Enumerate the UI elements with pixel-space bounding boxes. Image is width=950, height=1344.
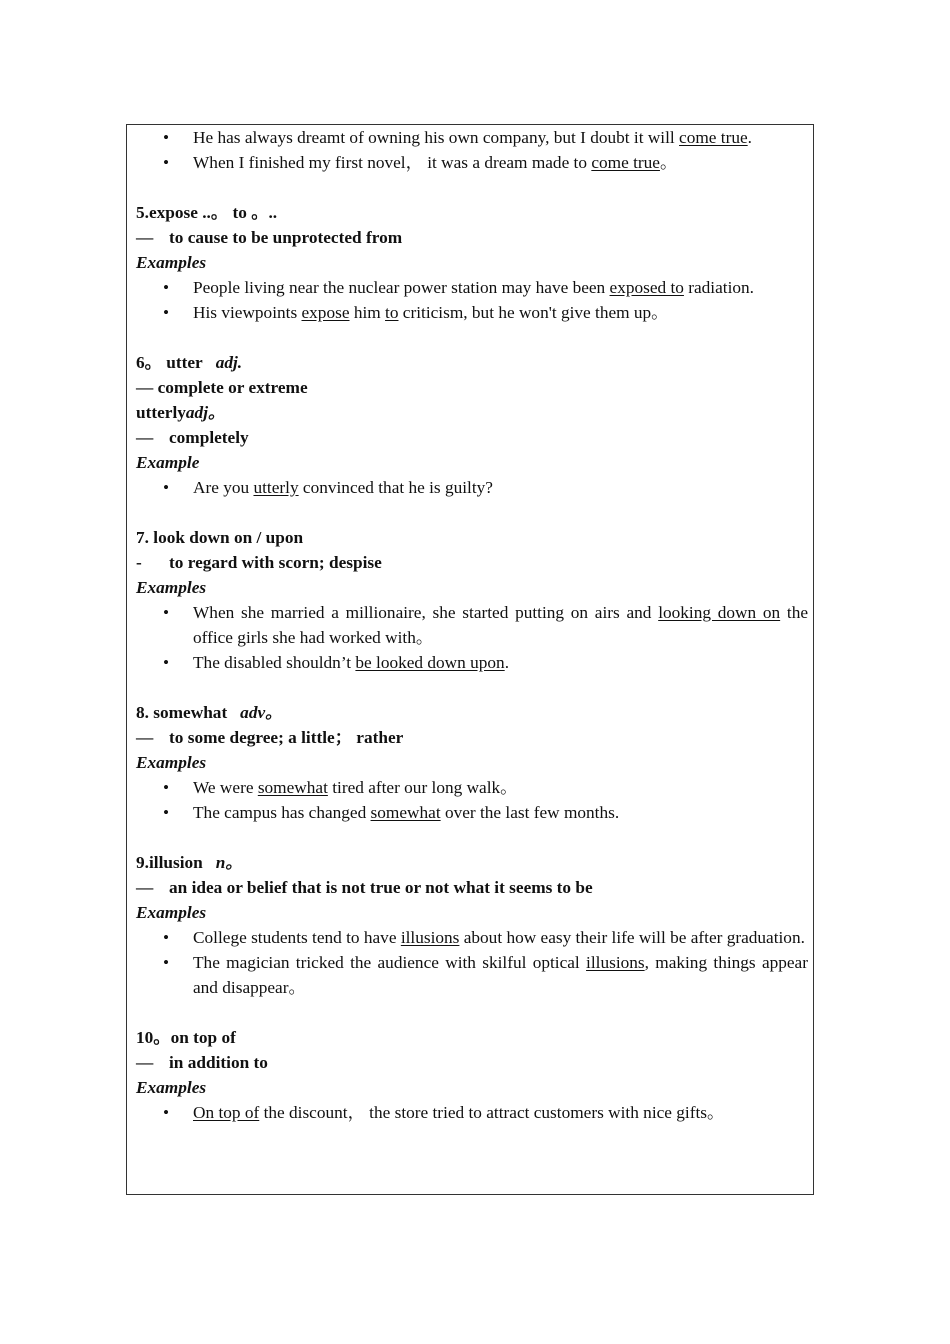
underlined-phrase: looking down on	[658, 603, 781, 622]
definition: — completely	[136, 428, 249, 447]
underlined-phrase: utterly	[253, 478, 299, 497]
entry-title-utter: 6。 utter adj.	[136, 353, 243, 372]
definition: - to regard with scorn; despise	[136, 553, 382, 572]
document-box	[126, 124, 814, 1195]
example-sentence: • The magician tricked the audience with skilful optical illusions, making things appear and disappear。	[136, 950, 808, 1000]
example-sentence: • The disabled shouldn’t be looked down upon.	[136, 650, 808, 675]
definition: — in addition to	[136, 1053, 268, 1072]
example-sentence: • Are you utterly convinced that he is guilty?	[136, 475, 808, 500]
definition: — to some degree; a little； rather	[136, 728, 404, 747]
entry-title-on-top-of: 10。on top of	[136, 1028, 236, 1047]
examples-label: Examples	[136, 753, 207, 772]
underlined-phrase: come true	[591, 153, 660, 172]
example-sentence: • When she married a millionaire, she started putting on airs and looking down on the office girls she had worked with。	[136, 600, 808, 650]
example-sentence: • The campus has changed somewhat over the last few months.	[136, 800, 808, 825]
vocabulary-content	[136, 125, 808, 1125]
entry-title-expose: 5.expose ..。 to 。..	[136, 203, 278, 222]
example-sentence: • We were somewhat tired after our long walk。	[136, 775, 808, 800]
example-sentence: • When I finished my first novel， it was a dream made to come true。	[136, 150, 808, 175]
definition: — to cause to be unprotected from	[136, 228, 403, 247]
examples-label: Examples	[136, 903, 207, 922]
underlined-phrase: be looked down upon	[355, 653, 505, 672]
entry-title-look-down-on: 7. look down on / upon	[136, 528, 304, 547]
example-sentence: • College students tend to have illusions about how easy their life will be after graduation.	[136, 925, 808, 950]
underlined-phrase: somewhat	[257, 778, 328, 797]
underlined-phrase: come true	[679, 128, 748, 147]
underlined-phrase: illusions	[586, 953, 645, 972]
examples-label: Examples	[136, 578, 207, 597]
underlined-phrase: expose	[301, 303, 350, 322]
underlined-phrase: exposed to	[609, 278, 684, 297]
example-sentence: • On top of the discount， the store tried to attract customers with nice gifts。	[136, 1100, 808, 1125]
example-sentence: • People living near the nuclear power station may have been exposed to radiation.	[136, 275, 808, 300]
definition: — an idea or belief that is not true or not what it seems to be	[136, 878, 593, 897]
definition: — complete or extreme	[136, 378, 308, 397]
examples-label: Examples	[136, 1078, 207, 1097]
entry-title-illusion: 9.illusion n。	[136, 853, 243, 872]
underlined-phrase: to	[385, 303, 399, 322]
underlined-phrase: illusions	[400, 928, 460, 947]
example-sentence: • His viewpoints expose him to criticism, but he won't give them up。	[136, 300, 808, 325]
examples-label: Examples	[136, 253, 207, 272]
underlined-phrase: somewhat	[370, 803, 441, 822]
entry-title-somewhat: 8. somewhat adv。	[136, 703, 283, 722]
example-sentence: • He has always dreamt of owning his own company, but I doubt it will come true.	[136, 125, 808, 150]
sub-entry-utterly: utterlyadj。	[136, 403, 226, 422]
examples-label: Example	[136, 453, 200, 472]
underlined-phrase: On top of	[193, 1103, 260, 1122]
